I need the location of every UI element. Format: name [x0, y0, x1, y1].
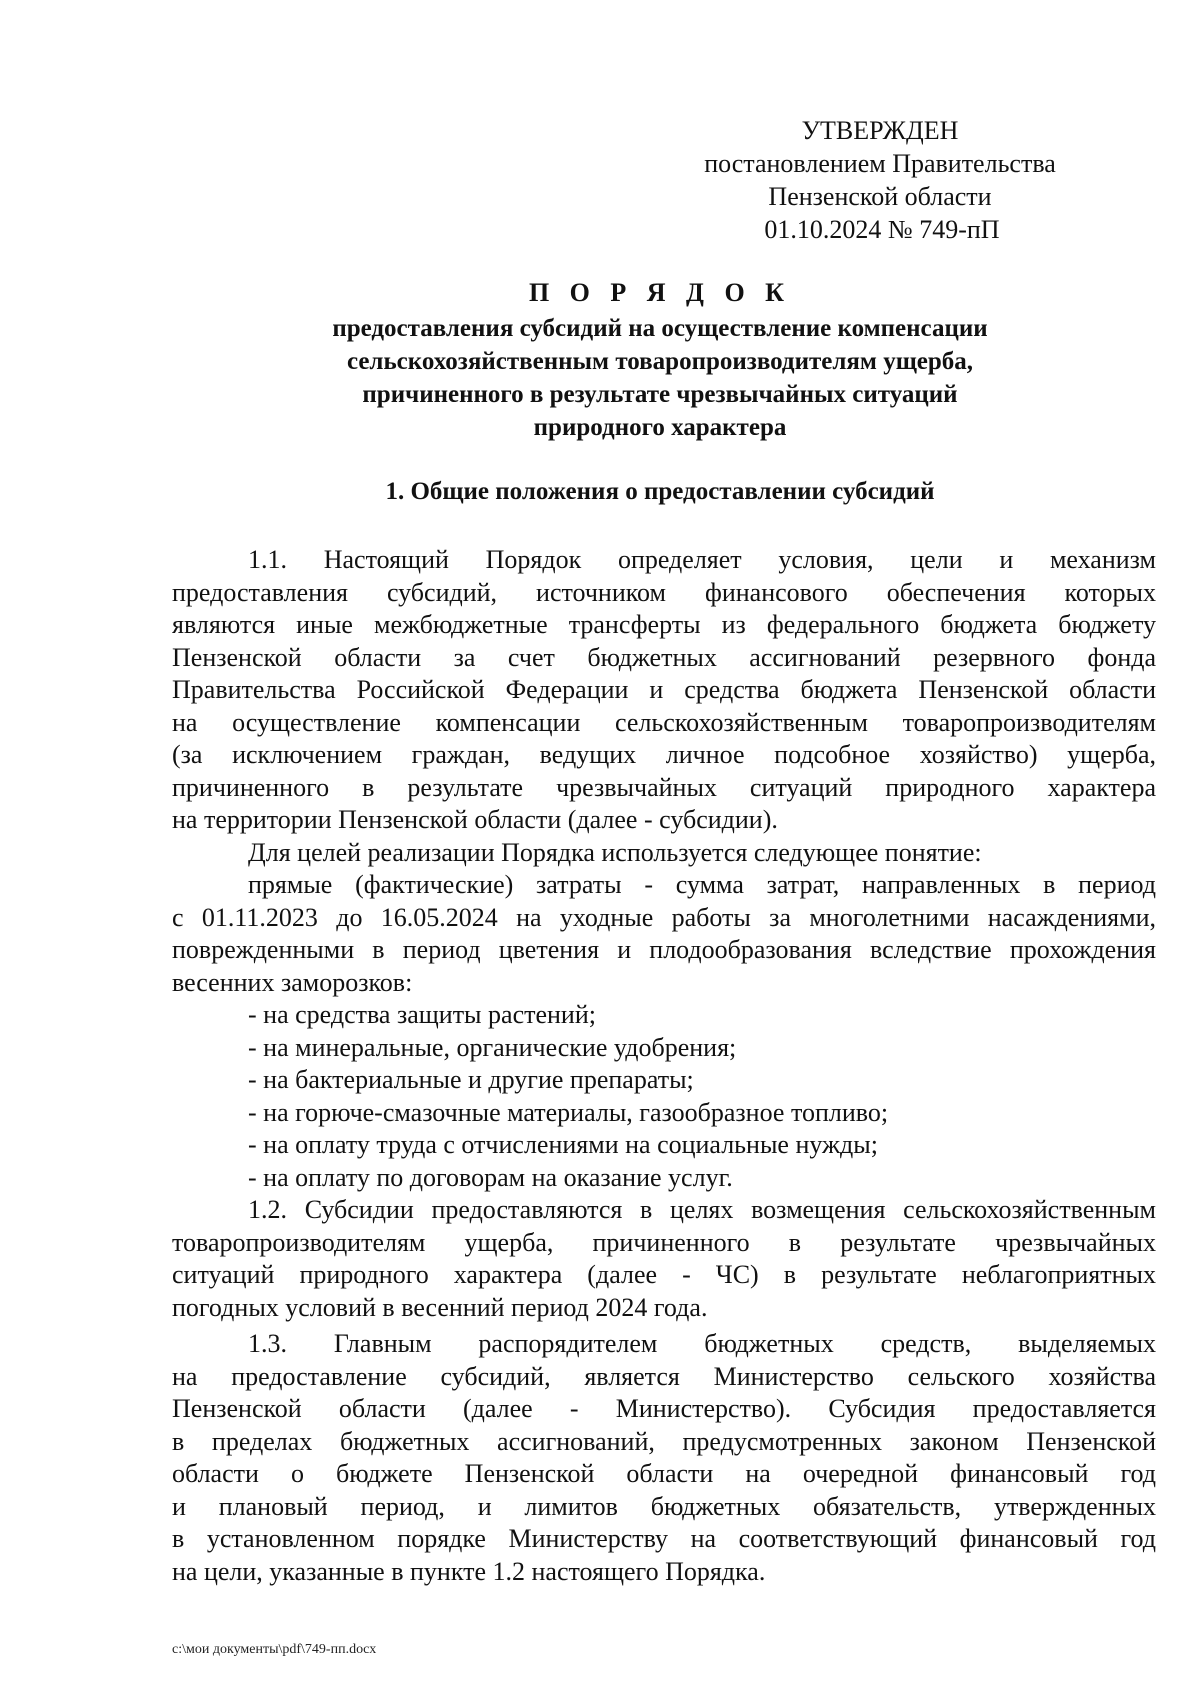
approval-stamp: [680, 114, 1080, 246]
definition-line: весенних заморозков:: [172, 967, 413, 997]
paragraph-line: предоставления субсидий, источником финансового обеспечения которых: [172, 577, 1156, 607]
subtitle-line: предоставления субсидий на осуществление компенсации: [332, 315, 988, 342]
approval-title: УТВЕРЖДЕН: [801, 116, 959, 145]
list-item: - на средства защиты растений;: [248, 1000, 596, 1029]
paragraph-line: в установленном порядке Министерству на соответствующий финансовый год: [172, 1524, 1156, 1553]
subtitle-line: природного характера: [533, 414, 787, 441]
section-heading: 1. Общие положения о предоставлении субсидий: [385, 478, 935, 505]
paragraph-line: на осуществление компенсации сельскохозяйственным товаропроизводителям: [172, 707, 1156, 737]
list-item: - на минеральные, органические удобрения;: [248, 1032, 737, 1062]
document-title: П О Р Я Д О К: [528, 278, 792, 307]
paragraph-line: ситуаций природного характера (далее - ЧС) в результате неблагоприятных: [172, 1260, 1156, 1289]
paragraph-line: 1.3. Главным распорядителем бюджетных средств, выделяемых: [248, 1329, 1156, 1358]
subtitle-line: причиненного в результате чрезвычайных ситуаций: [362, 381, 958, 408]
paragraph-line: Правительства Российской Федерации и средства бюджета Пензенской области: [172, 675, 1156, 704]
paragraph-line: Пензенской области за счет бюджетных ассигнований резервного фонда: [172, 642, 1156, 672]
list-item: - на оплату труда с отчислениями на социальные нужды;: [248, 1130, 878, 1159]
list-item: - на оплату по договорам на оказание услуг.: [248, 1162, 733, 1192]
paragraph-line: 1.2. Субсидии предоставляются в целях возмещения сельскохозяйственным: [248, 1195, 1156, 1224]
definition-line: прямые (фактические) затраты - сумма затрат, направленных в период: [248, 870, 1156, 899]
subtitle-line: сельскохозяйственным товаропроизводителям ущерба,: [346, 348, 974, 375]
file-path-footer: c:\мои документы\pdf\749-пп.docx: [172, 1642, 377, 1657]
concept-intro: Для целей реализации Порядка используется следующее понятие:: [248, 837, 982, 867]
list-item: - на бактериальные и другие препараты;: [248, 1065, 694, 1094]
paragraph-line: являются иные межбюджетные трансферты из федерального бюджета бюджету: [172, 610, 1156, 639]
definition-line: поврежденными в период цветения и плодообразования вследствие прохождения: [172, 935, 1156, 964]
paragraph-line: погодных условий в весенний период 2024 года.: [172, 1292, 708, 1322]
paragraph-line: (за исключением граждан, ведущих личное подсобное хозяйство) ущерба,: [172, 740, 1156, 769]
paragraph-line: в пределах бюджетных ассигнований, предусмотренных законом Пензенской: [172, 1426, 1156, 1456]
paragraph-line: причиненного в результате чрезвычайных ситуаций природного характера: [172, 772, 1156, 802]
approval-date-number: 01.10.2024 № 749-пП: [764, 215, 1000, 244]
approval-region: Пензенской области: [768, 182, 992, 211]
paragraph-line: на предоставление субсидий, является Министерство сельского хозяйства: [172, 1361, 1156, 1391]
paragraph-line: на цели, указанные в пункте 1.2 настоящего Порядка.: [172, 1556, 766, 1586]
list-item: - на горюче-смазочные материалы, газообразное топливо;: [248, 1097, 889, 1127]
approval-decree: постановлением Правительства: [704, 149, 1056, 178]
paragraph-line: 1.1. Настоящий Порядок определяет условия, цели и механизм: [248, 545, 1156, 574]
document-body: [172, 544, 1156, 1588]
paragraph-line: товаропроизводителям ущерба, причиненного в результате чрезвычайных: [172, 1227, 1156, 1257]
document-subtitle: [160, 312, 1160, 444]
paragraph-line: и плановый период, и лимитов бюджетных обязательств, утвержденных: [172, 1491, 1156, 1521]
paragraph-line: на территории Пензенской области (далее - субсидии).: [172, 805, 778, 834]
paragraph-line: области о бюджете Пензенской области на очередной финансовый год: [172, 1459, 1156, 1488]
definition-line: с 01.11.2023 до 16.05.2024 на уходные работы за многолетними насаждениями,: [172, 902, 1156, 932]
paragraph-line: Пензенской области (далее - Министерство). Субсидия предоставляется: [172, 1394, 1156, 1423]
